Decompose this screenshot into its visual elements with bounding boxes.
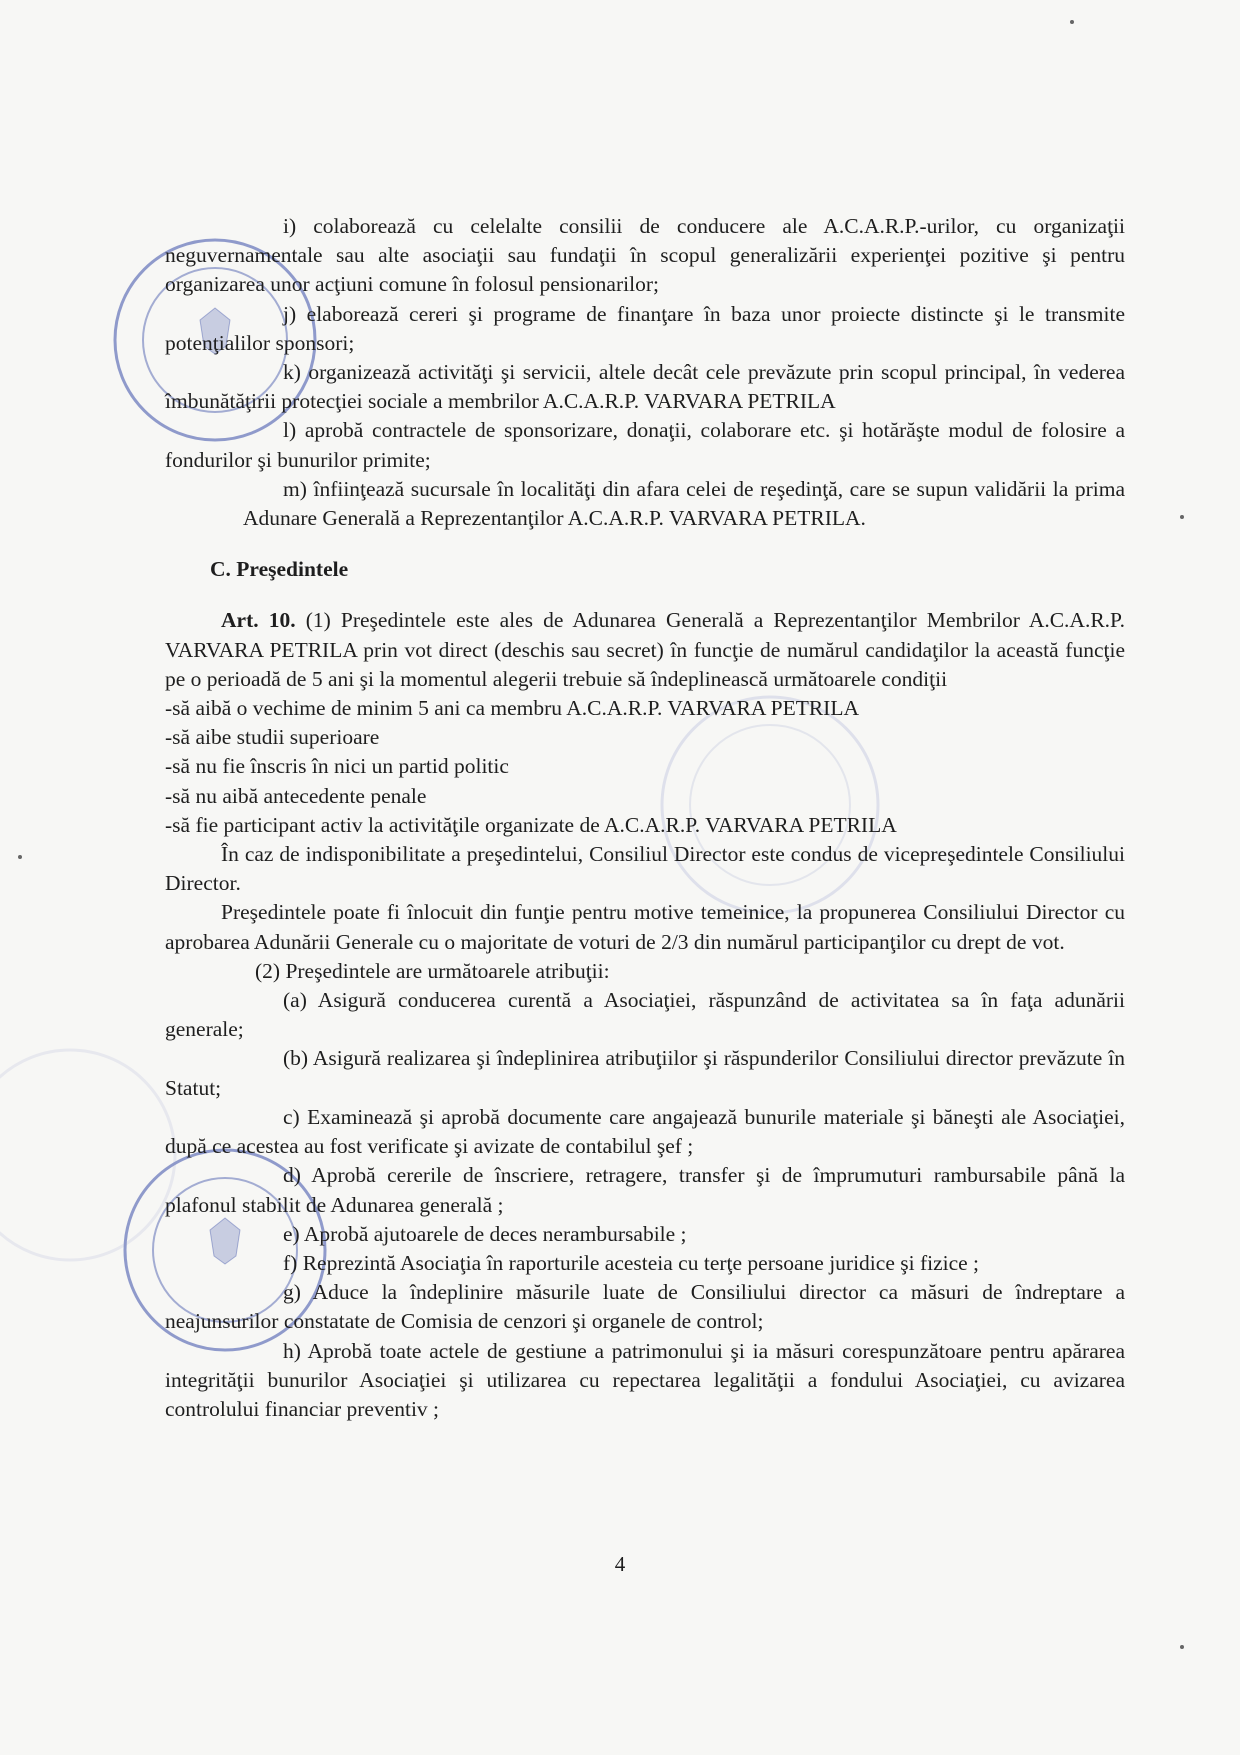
duty-item: c) Examinează şi aprobă documente care angajează bunurile materiale şi băneşti ale Asociaţiei, după ce acestea au fost verificate şi avizate de contabilul şef ; bbox=[165, 1104, 1125, 1159]
duty-item: f) Reprezintă Asociaţia în raporturile acesteia cu terţe persoane juridice şi fizice ; bbox=[283, 1250, 980, 1275]
document-body bbox=[165, 212, 1125, 1424]
scan-speck bbox=[1070, 20, 1074, 24]
page-number: 4 bbox=[614, 1552, 626, 1576]
condition-item: -să aibe studii superioare bbox=[165, 725, 380, 750]
indisponibility-paragraph: În caz de indisponibilitate a preşedintelui, Consiliul Director este condus de vicepreşedintele Consiliului Director. bbox=[165, 842, 1125, 896]
paragraph-i: i) colaborează cu celelalte consilii de conducere ale A.C.A.R.P.-urilor, cu organizaţii neguvernamentale sau alte asociaţii sau fundaţii în scopul generalizării experienţei pozitive şi pentru organizarea unor acţiuni comune în folosul pensionarilor; bbox=[165, 214, 1125, 297]
condition-item: -să nu aibă antecedente penale bbox=[165, 783, 427, 808]
scan-speck bbox=[1180, 515, 1184, 519]
duty-item: (a) Asigură conducerea curentă a Asociaţiei, răspunzând de activitatea sa în faţa adunării generale; bbox=[165, 988, 1125, 1042]
paragraph-m: m) înfiinţează sucursale în localităţi din afara celei de reşedinţă, care se supun validării la prima Adunare Generală a Reprezentanţilor A.C.A.R.P. VARVARA PETRILA. bbox=[243, 476, 1125, 531]
paragraph-k: k) organizează activităţi şi servicii, altele decât cele prevăzute prin scopul principal, în vederea îmbunătăţirii protecţiei sociale a membrilor A.C.A.R.P. VARVARA PETRILA bbox=[165, 360, 1125, 414]
duties-intro: (2) Preşedintele are următoarele atribuţii: bbox=[255, 958, 610, 983]
duty-item: g) Aduce la îndeplinire măsurile luate de Consiliului director ca măsuri de îndreptare a neajunsurilor constatate de Comisia de cenzori şi organele de control; bbox=[165, 1280, 1125, 1334]
replacement-paragraph: Preşedintele poate fi înlocuit din funţie pentru motive temeinice, la propunerea Consiliului Director cu aprobarea Adunării Generale cu o majoritate de voturi de 2/3 din numărul participanţilor cu drept de vot. bbox=[165, 900, 1125, 954]
condition-item: -să nu fie înscris în nici un partid politic bbox=[165, 754, 509, 779]
duty-item: (b) Asigură realizarea şi îndeplinirea atribuţiilor şi răspunderilor Consiliului director prevăzute în Statut; bbox=[165, 1046, 1125, 1100]
paragraph-l: l) aprobă contractele de sponsorizare, donaţii, colaborare etc. şi hotărăşte modul de folosire a fondurilor şi bunurilor primite; bbox=[165, 418, 1125, 472]
scan-speck bbox=[18, 855, 22, 859]
article-intro-paragraph bbox=[165, 606, 1125, 694]
condition-item: -să aibă o vechime de minim 5 ani ca membru A.C.A.R.P. VARVARA PETRILA bbox=[165, 696, 859, 721]
duty-item: h) Aprobă toate actele de gestiune a patrimonului şi ia măsuri corespunzătoare pentru apărarea integrităţii bunurilor Asociaţiei şi utilizarea cu repectarea legalităţii a fondului Asociaţiei, cu avizarea controlului financiar preventiv ; bbox=[165, 1338, 1125, 1421]
condition-item: -să fie participant activ la activităţile organizate de A.C.A.R.P. VARVARA PETRILA bbox=[165, 812, 897, 837]
paragraph-j: j) elaborează cereri şi programe de finanţare în baza unor proiecte distincte şi le transmite potenţialilor sponsori; bbox=[165, 301, 1125, 355]
scan-speck bbox=[1180, 1645, 1184, 1649]
duty-item: e) Aprobă ajutoarele de deces nerambursabile ; bbox=[283, 1221, 687, 1246]
article-intro: (1) Preşedintele este ales de Adunarea Generală a Reprezentanţilor Membrilor A.C.A.R.P. VARVARA PETRILA prin vot direct (deschis sau secret) în funcţie de numărul candidaţilor la această funcţie pe o perioadă de 5 ani şi la momentul alegerii trebuie să îndeplinească următoarele condiţii bbox=[165, 608, 1125, 691]
section-heading: C. Preşedintele bbox=[210, 557, 349, 582]
duty-item: d) Aprobă cererile de înscriere, retragere, transfer şi de împrumuturi rambursabile până la plafonul stabilit de Adunarea generală ; bbox=[165, 1163, 1125, 1217]
article-title: Art. 10. bbox=[221, 608, 296, 633]
